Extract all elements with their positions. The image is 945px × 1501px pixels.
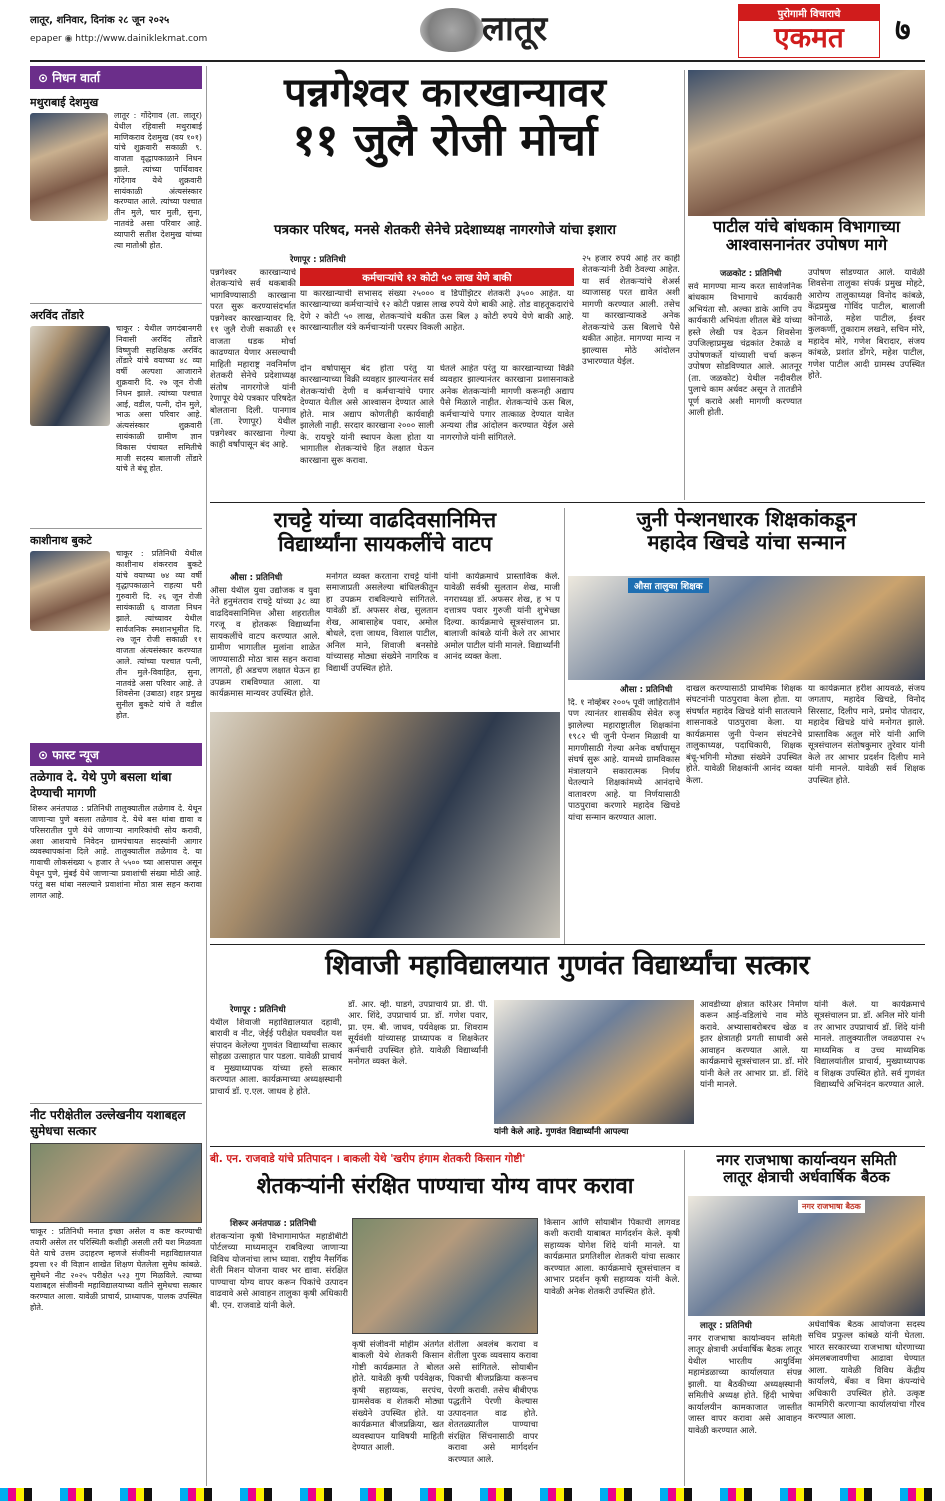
column-rule [684, 1150, 685, 1486]
sidebar [30, 66, 202, 1486]
obituary-name: अरविंद तोंडारे [30, 309, 84, 322]
story6-col: शेतकऱ्यांना कृषी विभागामार्फत महाडीबीटी पोर्टलच्या माध्यमातून राबविल्या जाणाऱ्या विविध योजनांचा लाभ घ्यावा. राष्ट्रीय नैसर्गिक शेती मिशन योजना यावर भर द्यावा. संरक्षित पाण्याचा योग्य वापर करून पिकांचे उत्पादन वाढवावे असे आवाहन तालुका कृषी अधिकारी बी. एन. राजवाडे यांनी केले. [210, 1232, 348, 1311]
obituary-name: मथुराबाई देशमुख [30, 96, 99, 109]
edition-title: लातूर [482, 9, 548, 49]
factbox-text: या कारखान्याची सभासद संख्या २५००० व डिपॉझिटर शेतकरी ३५०० आहेत. या कारखान्याच्या कर्मचाऱ्यांचे १२ कोटी पन्नास लाख रुपये येणे बाकी आहे. तोड वाहतूकदारांचे देणे २ कोटी ५० लाख, शेतकऱ्यांचे थकीत ऊस बिल ३ कोटी रुपये येणे बाकी आहे. कारखान्यातील यंत्रे कर्मचाऱ्यांनी परस्पर विकली आहेत. [300, 289, 574, 334]
column-rule [564, 508, 565, 944]
story2-headline: पाटील यांचे बांधकाम विभागाच्या आश्वासनानंतर उपोषण मागे [712, 217, 901, 255]
story5-headline: शिवाजी महाविद्यालयात गुणवंत विद्यार्थ्यांचा सत्कार [325, 950, 810, 981]
meeting-photo [688, 1196, 925, 1316]
story3-byline: औसा : प्रतिनिधी [230, 573, 283, 583]
story1-col: पन्नगेश्वर कारखान्याचे शेतकऱ्यांचे सर्व थकबाकी भागविण्यासाठी कारखाना परत सुरू करण्यासंदर्भात पन्नगेश्वर कारखान्यावर दि. ११ जुलै रोजी सकाळी ११ वाजता धडक मोर्चा काढण्यात येणार असल्याची माहिती महाराष्ट्र नवनिर्माण शेतकरी सेनेचे प्रदेशाध्यक्ष संतोष नागरगोजे यांनी रेणापूर येथे पत्रकार परिषदेत बोलताना दिली. पानगाव (ता. रेणापूर) येथील पन्नगेश्वर कारखाना गेल्या काही वर्षांपासून बंद आहे. [210, 268, 296, 451]
column-rule [684, 70, 685, 500]
story6-col: किसान आणि सोयाबीन पिकाची लागवड कशी करावी याबाबत मार्गदर्शन केले. कृषी सहाय्यक योगेश शिंदे यांनी मानले. या कार्यक्रमात प्रगतिशील शेतकरी यांचा सत्कार करण्यात आला. कार्यक्रमाचे सूत्रसंचालन व आभार प्रदर्शन कृषी सहाय्यक यांनी केले. यावेळी अनेक शेतकरी उपस्थित होते. [544, 1218, 680, 1297]
section-rule [210, 1146, 925, 1147]
epaper-url[interactable]: http://www.dainiklekmat.com [75, 34, 208, 44]
obituary-text: चाकूर : येथील जगदंबानगरी निवासी अरविंद तोंडारे विष्णुजी सहशिक्षक अरविंद तोंडारे यांचे वयाच्या ४८ व्या वर्षी अल्पशा आजाराने शुक्रवारी दि. २७ जून रोजी निधन झाले. त्यांच्या पश्चात आई, वडील, पत्नी, दोन मुले, भाऊ असा परिवार आहे. अंत्यसंस्कार शुक्रवारी सायंकाळी ग्रामीण ज्ञान विकास पंचायत समितीचे माजी सदस्य बालाजी तोंडारे यांचे ते बंधू होत. [116, 324, 202, 474]
obituary-item [30, 95, 202, 303]
epaper-label: epaper [30, 34, 65, 44]
obituary-photo [30, 326, 110, 426]
story1-col: घेतले आहेत परंतु या कारखान्याच्या विक्री व्यवहार झाल्यानंतर कारखाना प्रशासनाकडे अनेक शेतकऱ्यांनी मागणी करूनही अद्याप पैसे मिळाले नाहीत. शेतकऱ्यांचे ऊस बिल, कर्मचाऱ्यांचे पगार तात्काळ देण्यात यावेत अन्यथा तीव्र आंदोलन करण्यात येईल असे नागरगोजे यांनी सांगितले. [440, 364, 574, 443]
chevron-icon: ⊙ [38, 71, 53, 85]
story6-col: शेतीला अवलंब करावा व शेतीला पुरक व्यवसाय करावा असे सांगितले. सोयाबीन पिकाची बीजप्रक्रिया करूनच पेरणी करावी. तसेच बीबीएफ पद्धतीने पेरणी केल्यास उत्पादनात वाढ होते. शेततळ्यातील पाण्याचा संरक्षित सिंचनासाठी वापर करावा असे मार्गदर्शन करण्यात आले. [448, 1340, 538, 1465]
story5-col: आवडीच्या क्षेत्रात करिअर निर्माण करून आई-वडिलांचे नाव मोठे करावे. अभ्यासाबरोबरच खेळ व इतर क्षेत्रातही प्रगती साधावी असे आवाहन करण्यात आले. या कार्यक्रमाचे सूत्रसंचालन प्रा. डॉ. मोरे यांनी केले तर आभार प्रा. डॉ. शिंदे यांनी मानले. [700, 1000, 808, 1091]
paper-tagline: पुरोगामी विचाराचे [739, 5, 879, 21]
photo-banner: औसा तालुका शिक्षक [628, 578, 709, 593]
color-registration-strip [0, 1488, 945, 1501]
story5-byline: रेणापूर : प्रतिनिधी [230, 1005, 286, 1015]
chevron-icon: ⊙ [38, 748, 53, 762]
story6-headline: शेतकऱ्यांनी संरक्षित पाण्याचा योग्य वापर करावा [256, 1174, 634, 1199]
story4-col: दाखल करण्यासाठी प्राथमिक शिक्षक संघटनांनी पाठपुरावा केला होता. या संघर्षात महादेव खिचडे यांनी सातत्याने शासनाकडे पाठपुरावा केला. या कार्यक्रमास जुनी पेन्शन संघटनेचे तालुकाध्यक्ष, पदाधिकारी, शिक्षक बंधू-भगिनी मोठ्या संख्येने उपस्थित होते. यावेळी शिक्षकांनी आनंद व्यक्त केला. [686, 684, 802, 786]
story2-byline: जळकोट : प्रतिनिधी [720, 269, 782, 279]
masthead [0, 0, 945, 62]
epaper-link[interactable] [30, 34, 207, 44]
story1-byline: रेणापूर : प्रतिनिधी [290, 255, 346, 265]
story3-col: यांनी कार्यक्रमाचे प्रास्ताविक केले. यावेळी सर्वश्री सुलतान शेख, माजी नगराध्यक्ष डॉ. अफसर शेख, ह भ प दत्तात्रय पवार गुरुजी यांनी शुभेच्छा दिल्या. कार्यक्रमाचे सूत्रसंचालन प्रा. बालाजी कांबळे यांनी केले तर आभार अमोल पाटील यांनी मानले. विद्यार्थ्यांनी आनंद व्यक्त केला. [444, 572, 560, 663]
story6-kicker: बी. एन. राजवाडे यांचे प्रतिपादन । बाकली येथे 'खरीप हंगाम शेतकरी किसान गोष्टी' [210, 1153, 526, 1165]
story3-headline: राचट्टे यांच्या वाढदिवसानिमित्त विद्यार्थ्यांना सायकलींचे वाटप [273, 508, 497, 557]
globe-icon: ◉ [64, 34, 76, 44]
photo-banner: नगर राजभाषा बैठक [798, 1200, 865, 1213]
page-number: ७ [895, 13, 911, 48]
story1-col: दोन वर्षापासून बंद होता परंतु या कारखान्याच्या विक्री व्यवहार झाल्यानंतर सर्व शेतकऱ्यांची देणी व कर्मचाऱ्यांचे पगार देण्यात येतील असे आश्वासन देण्यात आले होते. मात्र अद्याप कोणतीही कार्यवाही झालेली नाही. सरदार कारखाना २००० साली के. रायचुरे यांनी स्थापन केला होता या भागातील शेतकऱ्यांचे हित लक्षात घेऊन कारखाना सुरू करावा. [300, 364, 434, 466]
story7-byline: लातूर : प्रतिनिधी [700, 1321, 752, 1331]
story3-col: औसा येथील युवा उद्योजक व युवा नेते हनुमंतराव राचट्टे यांच्या ३८ व्या वाढदिवसानिमित्त औसा शहरातील गरजू व होतकरू विद्यार्थ्यांना सायकलींचे वाटप करण्यात आले. ग्रामीण भागातील मुलांना शाळेत जाण्यासाठी मोठा त्रास सहन करावा लागतो, ही अडचण लक्षात घेऊन हा उपक्रम राबविण्यात आला. या कार्यक्रमास मान्यवर उपस्थित होते. [210, 586, 320, 700]
paper-name: एकमत [774, 21, 844, 54]
story6-byline: शिरूर अनंतपाळ : प्रतिनिधी [230, 1219, 317, 1229]
factbox-heading: कर्मचाऱ्यांचे १२ कोटी ५० लाख येणे बाकी [300, 268, 574, 286]
fast-news-header: ⊙ फास्ट न्यूज [30, 743, 202, 766]
divider [30, 528, 202, 529]
story7-headline: नगर राजभाषा कार्यान्वयन समिती लातूर क्षेत्राची अर्धवार्षिक बैठक [716, 1151, 897, 1187]
felicitation-photo [494, 1000, 694, 1124]
story7-col: अर्धवार्षिक बैठक आयोजना सदस्य सचिव प्रफुल्ल कांबळे यांनी घेतला. भारत सरकारच्या राजभाषा धोरणाच्या अंमलबजावणीचा आढावा घेण्यात आला. यावेळी विविध केंद्रीय कार्यालये, बँका व विमा कंपन्यांचे अधिकारी उपस्थित होते. उत्कृष्ट कामगिरी करणाऱ्या कार्यालयांचा गौरव करण्यात आला. [808, 1320, 925, 1422]
story7-col: नगर राजभाषा कार्यान्वयन समिती लातूर क्षेत्राची अर्धवार्षिक बैठक लातूर येथील भारतीय आयुर्विमा महामंडळाच्या कार्यालयात संपन्न झाली. या बैठकीच्या अध्यक्षस्थानी समितीचे अध्यक्ष होते. हिंदी भाषेचा कार्यालयीन कामकाजात जास्तीत जास्त वापर करावा असे आवाहन यावेळी करण्यात आले. [688, 1334, 802, 1436]
story2-col: उपोषण सोडण्यात आले. यावेळी शिवसेना तालुका संपर्क प्रमुख मोहटे, आरोग्य तालुकाध्यक्ष विनोद कांबळे, केंद्रप्रमुख गोविंद पाटील, बालाजी कोनाळे, महेश पाटील, ईश्वर कुलकर्णी, तुकाराम लखने, सचिन मोरे, महादेव मोरे, गणेश बिरादार, संजय कांबळे, प्रशांत डोंगरे, महेश पाटील, गणेश पाटील आदी ग्रामस्थ उपस्थित होते. [808, 268, 925, 382]
obituary-photo [30, 113, 108, 221]
section-rule [210, 502, 925, 503]
story6-col: कृषी संजीवनी मोहीम अंतर्गत बाकली येथे शेतकरी किसान गोष्टी कार्यक्रमात ते बोलत होते. यावेळी कृषी पर्यवेक्षक, कृषी सहाय्यक, सरपंच, ग्रामसेवक व शेतकरी मोठ्या संख्येने उपस्थित होते. या कार्यक्रमात बीजप्रक्रिया, खत व्यवस्थापन याविषयी माहिती देण्यात आली. [352, 1340, 444, 1454]
paper-logo [738, 4, 880, 58]
obituary-text: लातूर : गोंदेगाव (ता. लातूर) येथील रहिवासी मथुराबाई माणिकराव देशमुख (वय १०१) यांचे शुक्रवारी सकाळी ९. वाजता वृद्धापकाळाने निधन झाले. त्यांच्या पार्थिवावर गोंदेगाव येथे शुक्रवारी सायंकाळी अंत्यसंस्कार करण्यात आले. त्यांच्या पश्चात तीन मुले, चार मुली, सुना, नातवंडे असा परिवार आहे. व्यापारी सतीश देशमुख यांच्या त्या मातोश्री होत. [114, 111, 202, 250]
section-rule [210, 944, 925, 945]
protest-photo [688, 70, 925, 216]
dateline: लातूर, शनिवार, दिनांक २८ जून २०२५ [30, 15, 170, 26]
story5-col: येथील शिवाजी महाविद्यालयात दहावी, बारावी व नीट, जेईई परीक्षेत घवघवीत यश संपादन केलेल्या गुणवंत विद्यार्थ्यांचा सत्कार सोहळा उत्साहात पार पडला. यावेळी प्राचार्य व मुख्याध्यापक यांच्या हस्ते सत्कार करण्यात आला. कार्यक्रमाच्या अध्यक्षस्थानी प्राचार्य डॉ. ए.एल. जाधव हे होते. [210, 1018, 342, 1097]
obituary-text: चाकूर : प्रतिनिधी येथील काशीनाथ शंकरराव बुकटे यांचे वयाच्या ७४ व्या वर्षी वृद्धापकाळाने राहत्या घरी गुरुवारी दि. २६ जून रोजी सायंकाळी ६ वाजता निधन झाले. त्यांच्यावर येथील सार्वजनिक स्मशानभूमीत दि. २७ जून रोजी सकाळी ११ वाजता अंत्यसंस्कार करण्यात आले. त्यांच्या पश्चात पत्नी, तीन मुले-विवाहित, सुना, नातवंडे असा परिवार आहे. ते शिवसेना (उबाठा) शहर प्रमुख सुनील बुकटे यांचे ते वडील होत. [116, 549, 202, 720]
news-text: शिरूर अनंतपाळ : प्रतिनिधी तालुक्यातील तळेगाव दे. येथून जाणाऱ्या पुणे बसला तळेगाव दे. येथे बस थांबा द्यावा व परिसरातील पुणे येथे जाणाऱ्या नागरिकांची सोय करावी, अशा आशयाचे निवेदन ग्रामपंचायत सदस्यांनी आगार व्यवस्थापकांना दिले आहे. तालुक्यातील तळेगाव दे. या गावाची लोकसंख्या ५ हजार ते ५५०० च्या आसपास असून येथून पुणे, मुंबई येथे जाणाऱ्या प्रवाशांची संख्या मोठी आहे. परंतु बस थांबा नसल्याने प्रवाशांना मोठा त्रास सहन करावा लागत आहे. [30, 804, 202, 900]
story2-col: सर्व मागण्या मान्य करत सार्वजनिक बांधकाम विभागाचे कार्यकारी अभियंता सौ. अल्का डाके आणि उप कार्यकारी अभियंता शीतल बेंडे यांच्या हस्ते लेखी पत्र देऊन शिवसेना उपजिल्हाप्रमुख चंद्रकांत टेकाळे व उपोषणकर्ते यांच्याशी चर्चा करून उपोषण सोडविण्यात आले. आतनूर (ता. जळकोट) येथील नदीवरील पुलाचे काम अर्धवट असून ते तातडीने पूर्ण करावे अशी मागणी करण्यात आली होती. [688, 282, 802, 419]
story4-col: दि. १ नोव्हेंबर २००५ पूर्वी जाहिरातीने पण त्यानंतर शासकीय सेवेत रुजू झालेल्या महाराष्ट्रातील शिक्षकांना १९८२ ची जुनी पेन्शन मिळावी या मागणीसाठी गेल्या अनेक वर्षांपासून संघर्ष सुरू आहे. यामध्ये ग्रामविकास मंत्रालयाने सकारात्मक निर्णय घेतल्याने शिक्षकांमध्ये आनंदाचे वातावरण आहे. या निर्णयासाठी पाठपुरावा करणारे महादेव खिचडे यांचा सन्मान करण्यात आला. [568, 698, 680, 823]
column-rule [206, 66, 207, 1486]
story1-headline: पन्नगेश्वर कारखान्यावर ११ जुलै रोजी मोर्चा [283, 70, 607, 166]
farmers-meeting-photo [352, 1218, 538, 1334]
news-title: तळेगाव दे. येथे पुणे बसला थांबा देण्याची मागणी [30, 770, 172, 800]
story4-col: या कार्यक्रमात हरीश आयवळे, संजय जगताप, महादेव खिचडे, विनोद सिरसाट, दिलीप माने, प्रमोद पोतदार, महादेव खिचडे यांचे मनोगत झाले. प्रास्ताविक अतुल मोरे यांनी आणि सूत्रसंचालन संतोषकुमार तुरेवार यांनी केले तर आभार प्रदर्शन दिलीप माने यांनी मानले. यावेळी सर्व शिक्षक उपस्थित होते. [808, 684, 925, 786]
felicitation-photo [568, 576, 925, 680]
masthead-rule [30, 60, 925, 62]
divider [30, 1103, 202, 1104]
obituary-item [30, 533, 202, 741]
story3-col: मनोगत व्यक्त करताना राचट्टे यांनी समाजाप्रती असलेल्या बांधिलकीतून हा उपक्रम राबविल्याचे सांगितले. यावेळी डॉ. अफसर शेख, सुलतान शेख, आबासाहेब पवार, अमोल बोधले, दत्ता जाधव, विशाल पाटील, अनिल माने, शिवाजी बनसोडे यांच्यासह मोठ्या संख्येने नागरिक व विद्यार्थी उपस्थित होते. [326, 572, 438, 674]
divider [30, 303, 202, 304]
story4-byline: औसा : प्रतिनिधी [620, 685, 673, 695]
news-title: नीट परीक्षेतील उल्लेखनीय यशाबद्दल सुमेधचा सत्कार [30, 1108, 186, 1138]
obituary-header: ⊙ निधन वार्ता [30, 66, 202, 89]
obituary-name: काशीनाथ बुकटे [30, 534, 92, 547]
story5-col: डॉ. आर. व्ही. घाडगे, उपप्राचार्य प्रा. डी. पी. आर. शिंदे, उपप्राचार्य प्रा. डॉ. गणेश पवार, प्रा. एम. बी. जाधव, पर्यवेक्षक प्रा. शिवराम सूर्यवंशी यांच्यासह प्राध्यापक व शिक्षकेतर कर्मचारी उपस्थित होते. यावेळी विद्यार्थ्यांनी मनोगत व्यक्त केले. [348, 1000, 488, 1068]
story5-col: यांनी केले. या कार्यक्रमाचे सूत्रसंचालन प्रा. डॉ. अनिल मोरे यांनी तर आभार उपप्राचार्य डॉ. शिंदे यांनी मानले. तालुक्यातील जवळपास २५ माध्यमिक व उच्च माध्यमिक विद्यालयांतील प्राचार्य, मुख्याध्यापक व शिक्षक उपस्थित होते. सर्व गुणवंत विद्यार्थ्यांचे अभिनंदन करण्यात आले. [814, 1000, 925, 1091]
news-photo [30, 1143, 202, 1223]
edition-ornament [420, 8, 484, 52]
obituary-item [30, 308, 202, 528]
obituary-photo [30, 551, 110, 631]
photo-caption: यांनी केले आहे. गुणवंत विद्यार्थ्यांनी आपल्या [494, 1127, 629, 1137]
cycle-distribution-photo [210, 712, 560, 938]
story1-col: २५ हजार रुपये आहे तर काही शेतकऱ्यांनी ठेवी ठेवल्या आहेत. या सर्व शेतकऱ्यांचे शेअर्स व्याजासह परत द्यावेत अशी मागणी करण्यात आली. तसेच या कारखान्याकडे अनेक शेतकऱ्यांचे ऊस बिलाचे पैसे थकीत आहेत. मागण्या मान्य न झाल्यास मोठे आंदोलन उभारण्यात येईल. [582, 254, 680, 368]
story4-headline: जुनी पेन्शनधारक शिक्षकांकडून महादेव खिचडे यांचा सन्मान [636, 507, 857, 554]
news-text: चाकूर : प्रतिनिधी मनात इच्छा असेल व कष्ट करण्याची तयारी असेल तर परिस्थिती कशीही असली तरी यश मिळवता येते याचे उत्तम उदाहरण म्हणजे संजीवनी महाविद्यालयात इयत्ता १२ वी विज्ञान शाखेत शिक्षण घेतलेला सुमेध कांबळे. सुमेधने नीट २०२५ परीक्षेत ५२३ गुण मिळविले. त्याच्या यशाबद्दल संजीवनी महाविद्यालयाच्या वतीने सुमेधचा सत्कार करण्यात आला. यावेळी प्राचार्य, प्राध्यापक, पालक उपस्थित होते. [30, 1227, 202, 1312]
story1-subhead: पत्रकार परिषद, मनसे शेतकरी सेनेचे प्रदेशाध्यक्ष नागरगोजे यांचा इशारा [273, 222, 617, 238]
story1-factbox [300, 268, 574, 358]
